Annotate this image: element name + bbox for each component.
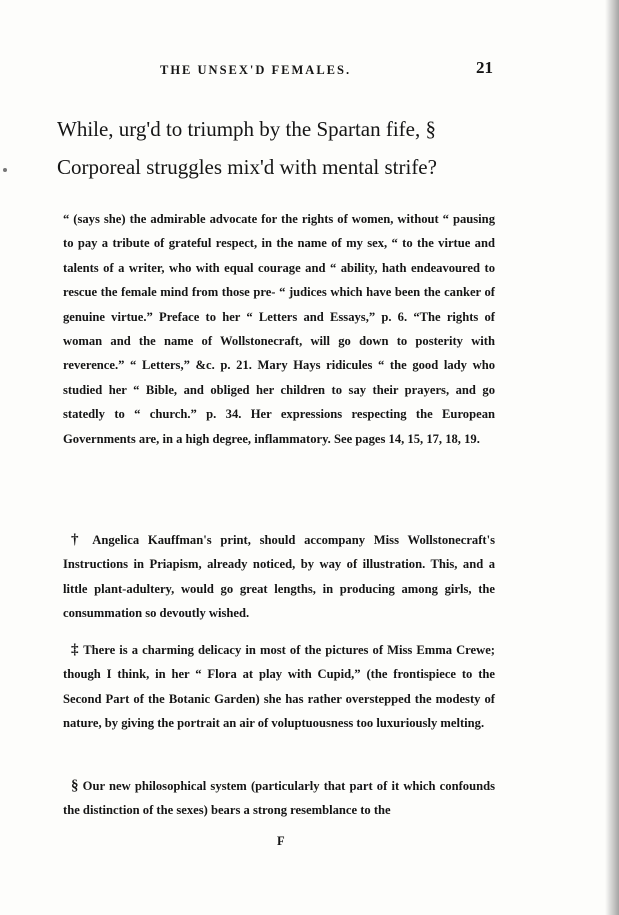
footnote-text: Our new philosophical system (particularly that part of it which confounds the distinction of the sexes) bears a strong resemblance to the <box>63 779 495 818</box>
footnote-mark: † <box>71 532 85 548</box>
footnote-mark: ‡ <box>71 642 80 658</box>
verse-line-1: While, urg'd to triumph by the Spartan fife, § <box>57 117 436 141</box>
footnote-text: Angelica Kauffman's print, should accompany Miss Wollstonecraft's Instructions in Priapism, already noticed, by way of illustration. This, and a little plant-adultery, would go great lengths, in producing among girls, the consummation so devoutly wished. <box>63 533 495 621</box>
footnote-dagger <box>63 528 495 626</box>
verse-line-2: Corporeal struggles mix'd with mental strife? <box>57 155 437 179</box>
page-edge-shadow <box>605 0 619 915</box>
footnote-mark: § <box>71 778 79 794</box>
footnote-text: “ (says she) the admirable advocate for the rights of women, without “ pausing to pay a tribute of grateful respect, in the name of my sex, “ to the virtue and talents of a writer, who with equal courage and “ ability, hath endeavoured to rescue the female mind from those pre- “ judices which have been the canker of genuine virtue.” Preface to her “ Letters and Essays,” p. 6. “The rights of woman and the name of Wollstonecraft, will go down to posterity with reverence.” “ Letters,” &c. p. 21. Mary Hays ridicules “ the good lady who studied her “ Bible, and obliged her children to say their prayers, and go statedly to “ church.” p. 34. Her expressions respecting the European Governments are, in a high degree, inflammatory. See pages 14, 15, 17, 18, 19. <box>63 212 495 446</box>
footnote-text: There is a charming delicacy in most of the pictures of Miss Emma Crewe; though I think, in her “ Flora at play with Cupid,” (the frontispiece to the Second Part of the Botanic Garden) she has rather overstepped the modesty of nature, by giving the portrait an air of voluptuousness too luxuriously melting. <box>63 643 496 731</box>
ink-speck <box>3 168 7 172</box>
footnote-continued <box>63 207 495 451</box>
footnote-double-dagger <box>63 638 495 736</box>
running-head: THE UNSEX'D FEMALES. <box>160 63 352 77</box>
signature-mark: F <box>277 834 285 848</box>
page-number: 21 <box>476 58 493 77</box>
footnote-section <box>63 774 495 823</box>
